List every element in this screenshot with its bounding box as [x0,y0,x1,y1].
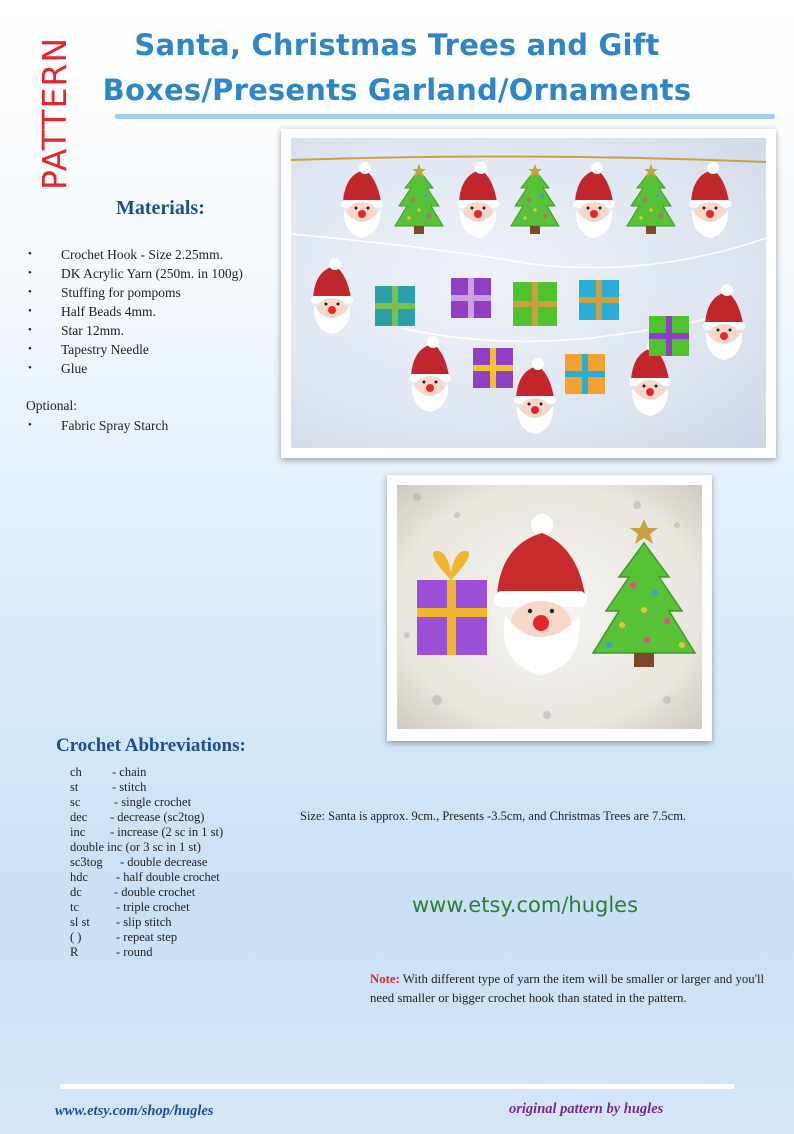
abbreviation-term: sc [70,795,81,809]
abbreviation-term: ( ) [70,930,82,944]
abbreviation-term: dec [70,810,88,824]
yarn-note [370,970,770,1008]
abbreviation-row [70,765,147,780]
note-text: With different type of yarn the item will be smaller or larger and you'll need smaller or bigger crochet hook than stated in the pattern. [370,972,765,1005]
abbreviation-row [70,900,190,915]
materials-list [26,245,243,378]
size-description: Size: Santa is approx. 9cm., Presents -3.5cm, and Christmas Trees are 7.5cm. [300,809,687,823]
note-label: Note: [370,972,400,986]
abbreviation-term: R [70,945,79,959]
abbreviation-definition: - decrease (sc2tog) [110,810,205,824]
abbreviation-row [70,780,147,795]
abbreviation-row [70,795,192,810]
abbreviation-term: dc [70,885,82,899]
pattern-side-label: PATTERN [35,36,74,190]
list-item: • Star 12mm. [26,321,243,340]
list-item: • DK Acrylic Yarn (250m. in 100g) [26,264,243,283]
list-item: • Stuffing for pompoms [26,283,243,302]
abbreviation-row [70,855,208,870]
abbreviation-definition: - double crochet [114,885,196,899]
abbreviation-row [70,885,196,900]
abbreviation-definition: - chain [112,765,147,779]
abbreviation-term: inc [70,825,86,839]
abbreviation-definition: - stitch [112,780,147,794]
abbreviation-term: sc3tog [70,855,103,869]
abbreviation-term: tc [70,900,80,914]
abbreviation-definition: - increase (2 sc in 1 st) [110,825,224,839]
ornaments-illustration [397,485,702,729]
title-line-1: Santa, Christmas Trees and Gift [134,28,660,62]
abbreviation-row [70,810,205,825]
list-item: • Half Beads 4mm. [26,302,243,321]
abbreviation-definition: - slip stitch [116,915,172,929]
abbreviation-term: st [70,780,79,794]
footer-credit: original pattern by hugles [509,1101,664,1117]
footer-divider [60,1084,734,1089]
etsy-shop-link[interactable]: www.etsy.com/hugles [412,893,639,917]
abbreviation-row [70,915,172,930]
abbreviation-term: double inc (or 3 sc in 1 st) [70,840,201,854]
abbreviation-term: hdc [70,870,89,884]
optional-list [26,416,168,435]
abbreviation-definition: - round [116,945,153,959]
garland-illustration [291,138,766,448]
abbreviation-row [70,930,178,945]
abbreviations-heading: Crochet Abbreviations: [56,735,246,756]
title-divider [115,114,775,119]
title-line-2: Boxes/Presents Garland/Ornaments [102,73,692,107]
optional-label: Optional: [26,398,77,413]
abbreviation-row [70,840,201,855]
abbreviation-definition: - double decrease [120,855,208,869]
abbreviation-row [70,870,220,885]
footer-shop-link[interactable]: www.etsy.com/shop/hugles [55,1103,214,1119]
abbreviation-row [70,945,153,960]
list-item: • Crochet Hook - Size 2.25mm. [26,245,243,264]
abbreviation-term: sl st [70,915,90,929]
abbreviation-definition: - single crochet [114,795,192,809]
abbreviation-definition: - half double crochet [116,870,220,884]
abbreviation-row [70,825,224,840]
materials-heading: Materials: [116,197,205,219]
garland-photo [281,129,776,458]
abbreviation-definition: - triple crochet [116,900,190,914]
ornaments-photo [387,475,712,741]
list-item: • Fabric Spray Starch [26,416,168,435]
list-item: • Tapestry Needle [26,340,243,359]
list-item: • Glue [26,359,243,378]
abbreviation-definition: - repeat step [116,930,178,944]
abbreviation-term: ch [70,765,82,779]
